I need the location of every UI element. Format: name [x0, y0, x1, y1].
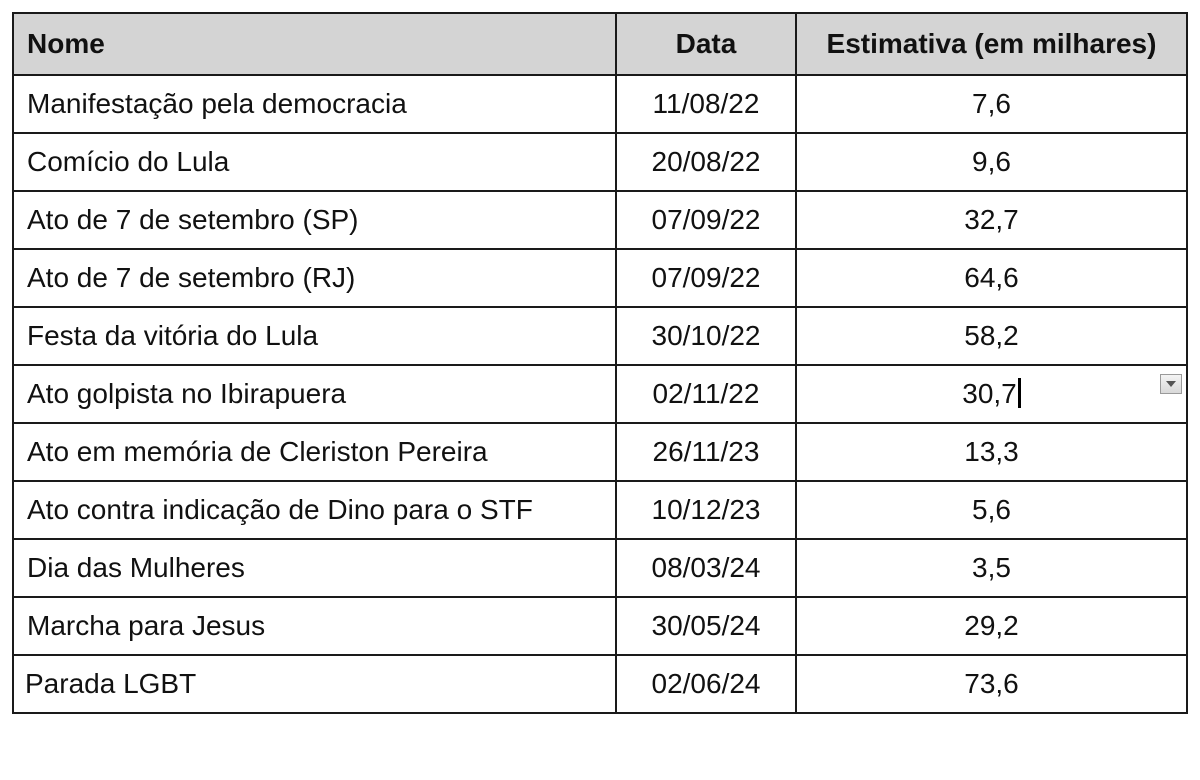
cell-nome[interactable]: Manifestação pela democracia — [13, 75, 616, 133]
data-table — [12, 12, 1188, 714]
cell-estimativa[interactable]: 64,6 — [796, 249, 1187, 307]
cell-nome[interactable]: Ato de 7 de setembro (SP) — [13, 191, 616, 249]
cell-estimativa[interactable]: 73,6 — [796, 655, 1187, 713]
header-row — [13, 13, 1187, 75]
table-row — [13, 481, 1187, 539]
cell-nome[interactable]: Dia das Mulheres — [13, 539, 616, 597]
table-row — [13, 365, 1187, 423]
cell-data[interactable]: 30/05/24 — [616, 597, 796, 655]
table-row — [13, 75, 1187, 133]
cell-data[interactable]: 30/10/22 — [616, 307, 796, 365]
cell-data[interactable]: 10/12/23 — [616, 481, 796, 539]
cell-nome[interactable]: Ato em memória de Cleriston Pereira — [13, 423, 616, 481]
cell-nome[interactable]: Ato contra indicação de Dino para o STF — [13, 481, 616, 539]
cell-data[interactable]: 11/08/22 — [616, 75, 796, 133]
cell-nome[interactable]: Festa da vitória do Lula — [13, 307, 616, 365]
cell-data[interactable]: 07/09/22 — [616, 249, 796, 307]
cell-nome[interactable]: Parada LGBT — [13, 655, 616, 713]
cell-estimativa[interactable]: 3,5 — [796, 539, 1187, 597]
cell-data[interactable]: 08/03/24 — [616, 539, 796, 597]
header-estimativa[interactable]: Estimativa (em milhares) — [796, 13, 1187, 75]
cell-estimativa-active[interactable] — [796, 365, 1187, 423]
cell-data[interactable]: 07/09/22 — [616, 191, 796, 249]
cell-nome[interactable]: Comício do Lula — [13, 133, 616, 191]
cell-nome[interactable]: Ato golpista no Ibirapuera — [13, 365, 616, 423]
table-row — [13, 423, 1187, 481]
table-row — [13, 191, 1187, 249]
cell-data[interactable]: 02/11/22 — [616, 365, 796, 423]
cell-estimativa[interactable]: 9,6 — [796, 133, 1187, 191]
dropdown-arrow-icon[interactable] — [1160, 374, 1182, 394]
cell-estimativa[interactable]: 13,3 — [796, 423, 1187, 481]
cell-data[interactable]: 26/11/23 — [616, 423, 796, 481]
cell-nome[interactable]: Ato de 7 de setembro (RJ) — [13, 249, 616, 307]
cell-estimativa[interactable]: 5,6 — [796, 481, 1187, 539]
cell-estimativa[interactable]: 7,6 — [796, 75, 1187, 133]
header-nome[interactable]: Nome — [13, 13, 616, 75]
cell-estimativa[interactable]: 58,2 — [796, 307, 1187, 365]
table-row — [13, 597, 1187, 655]
cell-data[interactable]: 02/06/24 — [616, 655, 796, 713]
active-cell-value: 30,7 — [962, 378, 1017, 409]
table-row — [13, 133, 1187, 191]
table-row — [13, 539, 1187, 597]
header-data[interactable]: Data — [616, 13, 796, 75]
cell-estimativa[interactable]: 32,7 — [796, 191, 1187, 249]
table-row — [13, 655, 1187, 713]
table-row — [13, 249, 1187, 307]
cell-data[interactable]: 20/08/22 — [616, 133, 796, 191]
cell-nome[interactable]: Marcha para Jesus — [13, 597, 616, 655]
table-row — [13, 307, 1187, 365]
text-cursor — [1018, 378, 1021, 408]
cell-estimativa[interactable]: 29,2 — [796, 597, 1187, 655]
